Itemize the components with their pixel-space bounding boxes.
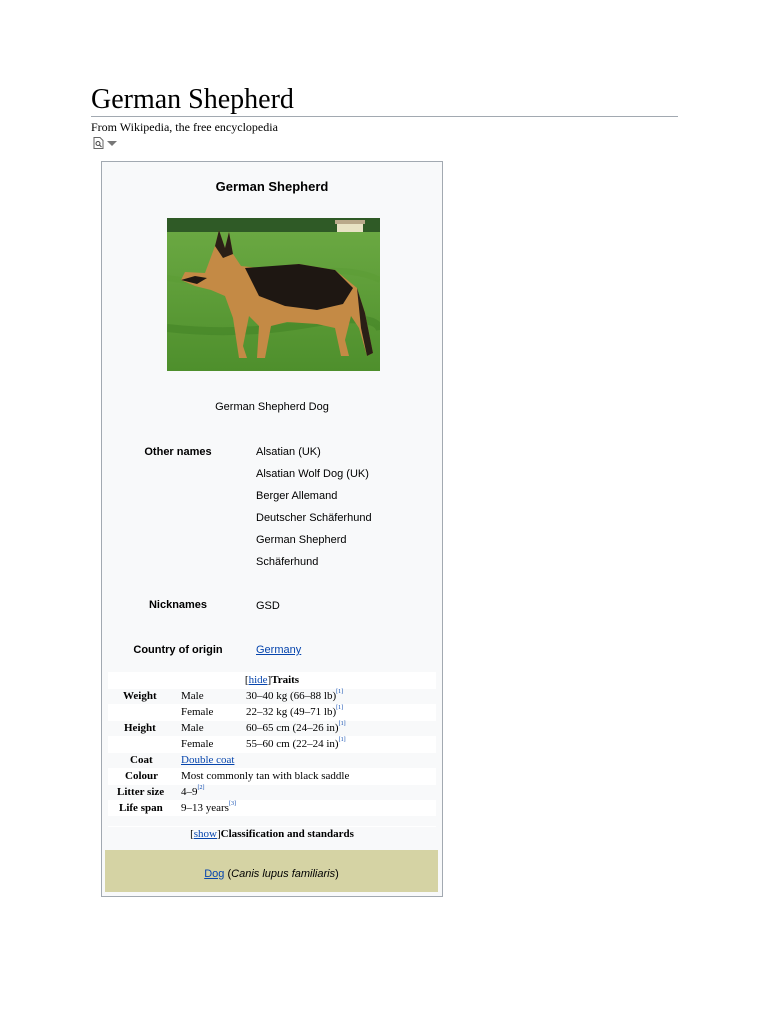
traits-header: [hide]Traits <box>244 674 300 686</box>
height-male-value <box>246 722 346 734</box>
litter-size-label: Litter size <box>117 786 165 798</box>
title-divider <box>91 116 678 117</box>
male-label: Male <box>181 722 204 734</box>
page-search-icon[interactable] <box>93 137 104 149</box>
nicknames-label: Nicknames <box>148 599 208 611</box>
other-name-item: Alsatian Wolf Dog (UK) <box>256 468 369 480</box>
coat-value <box>181 754 234 766</box>
classification-row <box>108 826 436 843</box>
reference-link[interactable]: [1] <box>336 689 344 695</box>
dog-photo-graphic <box>167 218 380 371</box>
table-row <box>108 720 436 736</box>
species-text <box>105 868 438 880</box>
female-label: Female <box>181 706 214 718</box>
dog-photo[interactable] <box>167 218 380 371</box>
weight-male-text: 30–40 kg (66–88 lb) <box>246 690 337 702</box>
dog-link[interactable]: Dog <box>204 868 225 880</box>
female-label: Female <box>181 738 214 750</box>
table-row <box>108 800 436 816</box>
page-tagline: From Wikipedia, the free encyclopedia <box>91 120 278 134</box>
traits-title: Traits <box>271 674 300 686</box>
double-coat-link[interactable]: Double coat <box>181 754 235 766</box>
weight-male-value <box>246 690 343 702</box>
reference-link[interactable]: [1] <box>338 737 346 743</box>
height-male-text: 60–65 cm (24–26 in) <box>246 722 339 734</box>
table-row <box>108 688 436 704</box>
table-row <box>108 768 436 784</box>
other-name-item: Berger Allemand <box>256 490 338 502</box>
weight-female-value <box>246 706 343 718</box>
male-label: Male <box>181 690 204 702</box>
life-span-text: 9–13 years <box>181 802 229 814</box>
germany-link[interactable]: Germany <box>256 644 302 656</box>
colour-value: Most commonly tan with black saddle <box>181 770 350 782</box>
reference-link[interactable]: [3] <box>228 801 236 807</box>
page-tools[interactable] <box>93 136 117 150</box>
nicknames-value: GSD <box>256 600 280 612</box>
country-of-origin-label: Country of origin <box>133 644 223 656</box>
traits-header-row <box>108 672 436 688</box>
paren-close: ) <box>335 868 339 880</box>
infobox <box>101 161 443 897</box>
coat-label: Coat <box>130 754 153 766</box>
weight-label: Weight <box>123 690 157 702</box>
reference-link[interactable]: [1] <box>338 721 346 727</box>
infobox-title: German Shepherd <box>215 179 329 194</box>
species-latin-name: Canis lupus familiaris <box>231 868 336 880</box>
table-row <box>108 752 436 768</box>
country-of-origin-value <box>256 644 301 656</box>
classification-title: Classification and standards <box>220 828 354 840</box>
page-title: German Shepherd <box>91 84 294 115</box>
height-label: Height <box>124 722 156 734</box>
hide-traits-link[interactable]: hide <box>248 674 268 686</box>
life-span-label: Life span <box>119 802 163 814</box>
life-span-value <box>181 802 236 814</box>
reference-link[interactable]: [2] <box>197 785 205 791</box>
other-name-item: Schäferhund <box>256 556 319 568</box>
species-bar <box>105 850 438 892</box>
litter-size-text: 4–9 <box>181 786 198 798</box>
paren-open: ( <box>224 868 232 880</box>
other-name-item: Deutscher Schäferhund <box>256 512 372 524</box>
other-names-label: Other names <box>144 446 212 458</box>
classification-header: [show]Classification and standards <box>190 828 354 840</box>
other-name-item: German Shepherd <box>256 534 347 546</box>
other-name-item: Alsatian (UK) <box>256 446 321 458</box>
height-female-text: 55–60 cm (22–24 in) <box>246 738 339 750</box>
show-classification-link[interactable]: show <box>193 828 217 840</box>
colour-label: Colour <box>125 770 158 782</box>
photo-caption: German Shepherd Dog <box>215 401 329 413</box>
height-female-value <box>246 738 346 750</box>
table-row <box>108 704 436 720</box>
litter-size-value <box>181 786 205 798</box>
weight-female-text: 22–32 kg (49–71 lb) <box>246 706 337 718</box>
table-row <box>108 736 436 752</box>
reference-link[interactable]: [1] <box>336 705 344 711</box>
chevron-down-icon[interactable] <box>107 141 117 146</box>
table-row <box>108 784 436 800</box>
